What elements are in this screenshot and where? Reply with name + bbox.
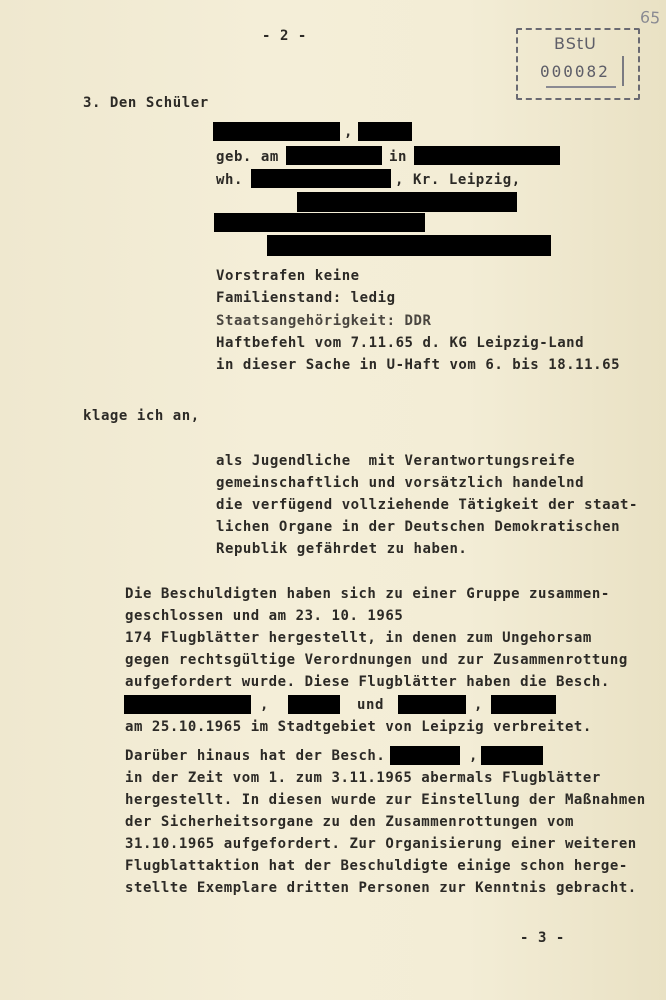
body-line: in der Zeit vom 1. zum 3.11.1965 abermals Flugblätter bbox=[125, 770, 601, 786]
residence-suffix: , Kr. Leipzig, bbox=[395, 172, 521, 188]
body-line: Darüber hinaus hat der Besch. bbox=[125, 748, 386, 764]
page-number-top: - 2 - bbox=[262, 28, 307, 44]
body-line: Die Beschuldigten haben sich zu einer Gruppe zusammen- bbox=[125, 586, 610, 602]
redaction-block bbox=[491, 695, 556, 714]
redaction-block bbox=[267, 235, 551, 256]
folio-pencil-number: 65 bbox=[639, 7, 661, 28]
body-line: geschlossen und am 23. 10. 1965 bbox=[125, 608, 404, 624]
custody-period: in dieser Sache in U-Haft vom 6. bis 18.11.65 bbox=[216, 357, 621, 373]
stamp-line-2: 000082 bbox=[540, 62, 610, 81]
redaction-block bbox=[251, 169, 391, 188]
redaction-block bbox=[358, 122, 412, 141]
redaction-block bbox=[297, 192, 517, 212]
body-line: stellte Exemplare dritten Personen zur Kenntnis gebracht. bbox=[125, 880, 637, 896]
names-separator: , bbox=[474, 697, 483, 713]
names-und: und bbox=[357, 697, 384, 713]
bstu-archive-stamp bbox=[516, 28, 640, 100]
arrest-warrant: Haftbefehl vom 7.11.65 d. KG Leipzig-Land bbox=[216, 335, 585, 351]
charge-line: lichen Organe in der Deutschen Demokratischen bbox=[216, 519, 621, 535]
redaction-block bbox=[286, 146, 382, 165]
residence-prefix: wh. bbox=[216, 172, 243, 188]
charge-line: Republik gefährdet zu haben. bbox=[216, 541, 468, 557]
body-line: am 25.10.1965 im Stadtgebiet von Leipzig verbreitet. bbox=[125, 719, 592, 735]
redaction-block bbox=[398, 695, 466, 714]
redaction-block bbox=[414, 146, 560, 165]
name-comma: , bbox=[469, 748, 478, 764]
defendant-heading: 3. Den Schüler bbox=[83, 95, 209, 111]
birth-in: in bbox=[389, 149, 407, 165]
page-number-next: - 3 - bbox=[520, 930, 565, 946]
charge-line: gemeinschaftlich und vorsätzlich handelnd bbox=[216, 475, 585, 491]
stamp-mark bbox=[622, 56, 624, 86]
names-separator: , bbox=[260, 697, 269, 713]
body-line: gegen rechtsgültige Verordnungen und zur Zusammenrottung bbox=[125, 652, 628, 668]
charge-intro: klage ich an, bbox=[83, 408, 200, 424]
body-line: aufgefordert wurde. Diese Flugblätter haben die Besch. bbox=[125, 674, 610, 690]
body-line: Flugblattaktion hat der Beschuldigte einige schon herge- bbox=[125, 858, 628, 874]
redaction-block bbox=[481, 746, 543, 765]
redaction-block bbox=[124, 695, 251, 714]
redaction-block bbox=[213, 122, 340, 141]
charge-line: die verfügend vollziehende Tätigkeit der staat- bbox=[216, 497, 638, 513]
marital-status: Familienstand: ledig bbox=[216, 290, 396, 306]
redaction-block bbox=[288, 695, 340, 714]
citizenship: Staatsangehörigkeit: DDR bbox=[216, 313, 432, 329]
redaction-block bbox=[390, 746, 460, 765]
charge-line: als Jugendliche mit Verantwortungsreife bbox=[216, 453, 576, 469]
body-line: 174 Flugblätter hergestellt, in denen zum Ungehorsam bbox=[125, 630, 592, 646]
criminal-record: Vorstrafen keine bbox=[216, 268, 360, 284]
stamp-underline bbox=[546, 86, 616, 88]
body-line: 31.10.1965 aufgefordert. Zur Organisierung einer weiteren bbox=[125, 836, 637, 852]
stamp-line-1: BStU bbox=[554, 34, 597, 53]
birth-prefix: geb. am bbox=[216, 149, 279, 165]
body-line: der Sicherheitsorgane zu den Zusammenrottungen vom bbox=[125, 814, 574, 830]
redaction-block bbox=[214, 213, 425, 232]
body-line: hergestellt. In diesen wurde zur Einstellung der Maßnahmen bbox=[125, 792, 646, 808]
name-comma: , bbox=[344, 124, 353, 140]
